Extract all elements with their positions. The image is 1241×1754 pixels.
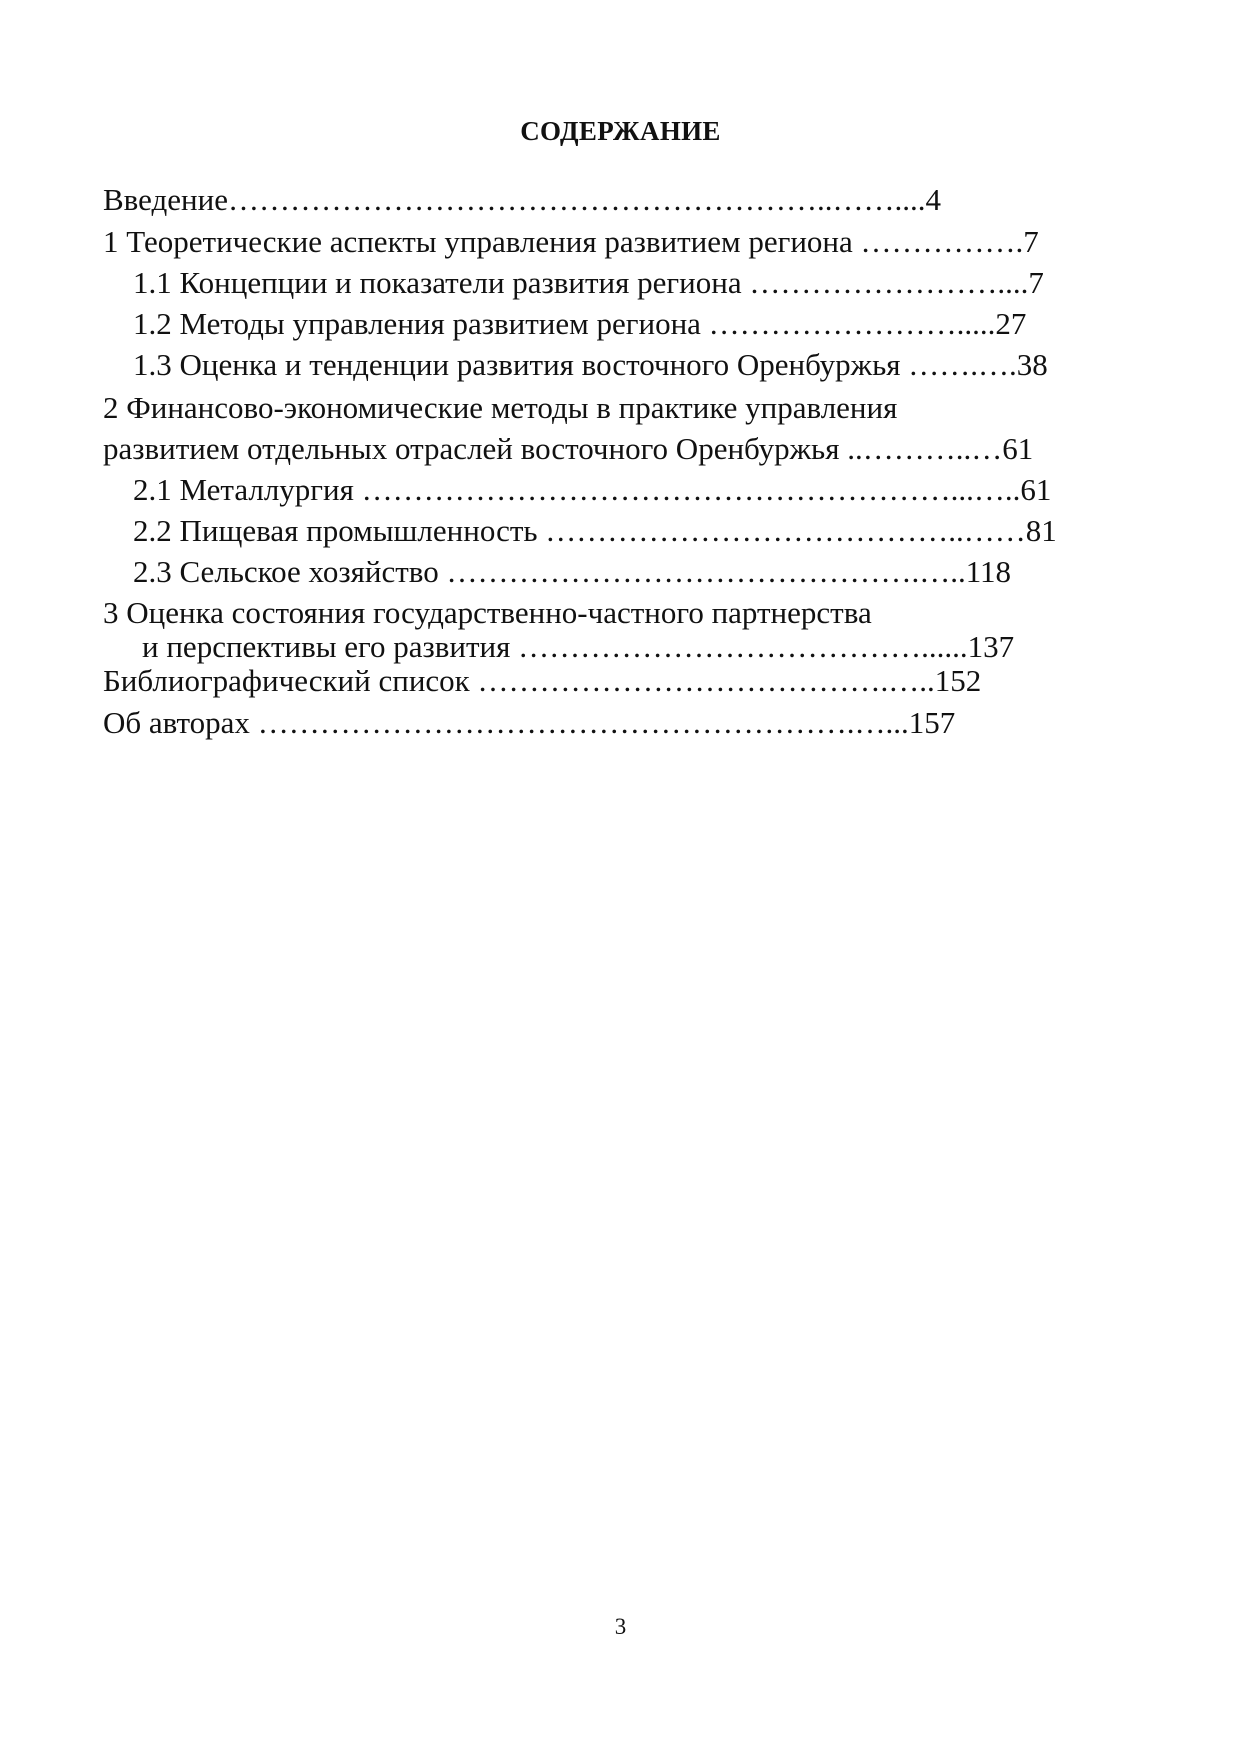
toc-entry-section-1-2[interactable] xyxy=(133,306,1026,342)
toc-entry-chapter-3-line-2[interactable] xyxy=(142,629,1014,665)
toc-entry-title: и перспективы его развития xyxy=(142,629,519,664)
toc-dot-leader: …………………………………..…… xyxy=(545,513,1026,548)
toc-dot-leader: …………………………………………………..…….... xyxy=(227,182,926,217)
toc-entry-page: 27 xyxy=(995,306,1027,341)
toc-entry-page: 4 xyxy=(925,182,941,217)
page-number: 3 xyxy=(614,1614,627,1639)
toc-dot-leader: ………………………………………………….…... xyxy=(257,705,909,740)
toc-entry-chapter-2-line-1[interactable] xyxy=(103,390,897,426)
toc-entry-page: 137 xyxy=(967,629,1015,664)
toc-entry-title: развитием отдельных отраслей восточного Оренбуржья xyxy=(103,431,848,466)
toc-entry-section-2-1[interactable] xyxy=(133,472,1051,508)
toc-dot-leader: ……………………..... xyxy=(708,306,996,341)
toc-entry-title: 2.3 Сельское хозяйство xyxy=(133,554,447,589)
toc-entry-page: 7 xyxy=(1028,265,1044,300)
toc-entry-about-authors[interactable] xyxy=(103,705,955,741)
toc-entry-title: 1 Теоретические аспекты управления развитием региона xyxy=(103,224,861,259)
toc-entry-title: Об авторах xyxy=(103,705,258,740)
page-title: СОДЕРЖАНИЕ xyxy=(520,116,721,146)
toc-entry-title: Библиографический список xyxy=(103,663,478,698)
toc-entry-page: 81 xyxy=(1025,513,1057,548)
toc-entry-title: Введение xyxy=(103,182,228,217)
toc-entry-section-2-3[interactable] xyxy=(133,554,1011,590)
toc-entry-title: 3 Оценка состояния государственно-частного партнерства xyxy=(103,595,872,630)
toc-entry-title: 2 Финансово-экономические методы в практике управления xyxy=(103,390,898,425)
toc-entry-title: 1.3 Оценка и тенденции развития восточного Оренбуржья xyxy=(133,347,909,382)
toc-entry-title: 1.2 Методы управления развитием региона xyxy=(133,306,709,341)
toc-entry-introduction[interactable] xyxy=(103,182,941,218)
toc-dot-leader: ..………..… xyxy=(847,431,1003,466)
toc-entry-chapter-2-line-2[interactable] xyxy=(103,431,1033,467)
toc-dot-leader: …….…. xyxy=(908,347,1017,382)
toc-entry-page: 38 xyxy=(1016,347,1048,382)
toc-dot-leader: ………………………………….….. xyxy=(477,663,935,698)
toc-entry-page: 157 xyxy=(908,705,956,740)
toc-dot-leader: …………………….... xyxy=(749,265,1029,300)
toc-entry-bibliography[interactable] xyxy=(103,663,981,699)
toc-entry-title: 1.1 Концепции и показатели развития региона xyxy=(133,265,750,300)
toc-entry-chapter-3-line-1[interactable] xyxy=(103,595,872,631)
toc-entry-chapter-1[interactable] xyxy=(103,224,1039,260)
toc-dot-leader: ……………………………………….….. xyxy=(446,554,966,589)
toc-entry-section-2-2[interactable] xyxy=(133,513,1057,549)
toc-dot-leader: …………………………………………………...….. xyxy=(361,472,1021,507)
toc-entry-title: 2.2 Пищевая промышленность xyxy=(133,513,546,548)
toc-dot-leader: …………………………………...... xyxy=(518,629,968,664)
toc-entry-page: 61 xyxy=(1002,431,1034,466)
toc-entry-section-1-3[interactable] xyxy=(133,347,1048,383)
toc-entry-page: 118 xyxy=(965,554,1012,589)
toc-entry-page: 152 xyxy=(934,663,982,698)
toc-entry-page: 61 xyxy=(1020,472,1052,507)
toc-dot-leader: ……………. xyxy=(860,224,1024,259)
toc-entry-page: 7 xyxy=(1023,224,1039,259)
toc-entry-section-1-1[interactable] xyxy=(133,265,1044,301)
toc-entry-title: 2.1 Металлургия xyxy=(133,472,362,507)
